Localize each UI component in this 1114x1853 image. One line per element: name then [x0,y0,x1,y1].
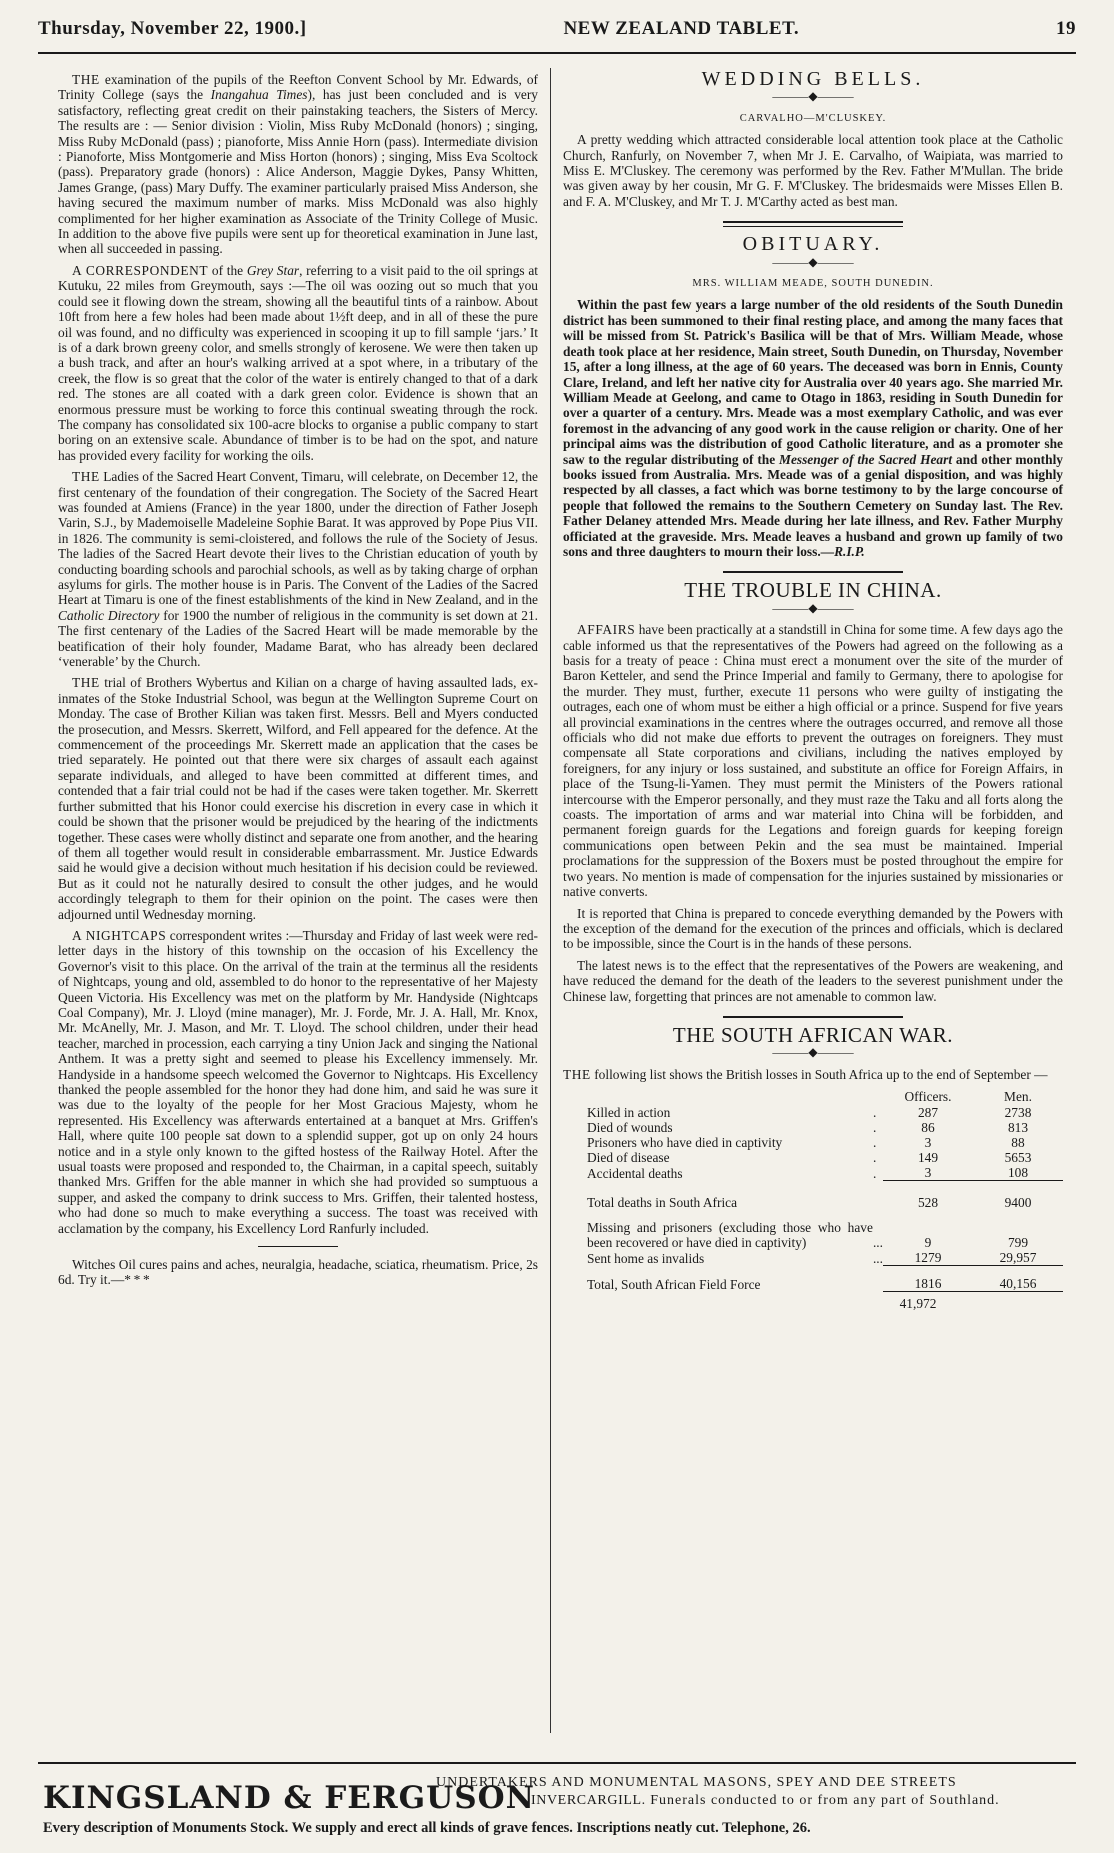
table-cell: . [872,1135,877,1151]
section-rule [723,571,903,573]
reefton-convent-paragraph: THE examination of the pupils of the Reefton Convent School by Mr. Edwards, of Trinity College (says the Inangahua Times), has just been concluded and is very satisfactory, reflecting great credit on their painstaking teachers, the Sisters of Mercy. The results are : — Senior division : Violin, Miss Ruby McDonald (honors) ; singing, Miss Ruby McDonald (pass) ; pianoforte, Miss Annie Horn (pass). Intermediate division : Pianoforte, Miss Montgomerie and Miss Horton (honors) ; singing, Miss Eva Scoltock (pass). Preparatory grade (honors) : Alice Anderson, Maggie Dykes, Pansy Whitten, James Grange, (pass) Mary Duffy. The examiner particularly praised Miss Anderson, she having secured the maximum number of marks. Miss McDonald was also highly complimented for her higher examination as Associate of the Trinity College of Music. In addition to the above five pupils were sent up for theoretical examination in June last, when all succeeded in passing. [58,72,539,257]
issue-date: Thursday, November 22, 1900.] [38,18,307,39]
firm-description-line-1: UNDERTAKERS AND MONUMENTAL MASONS, SPEY AND DEE STREETS [436,1775,957,1790]
table-cell: ... [872,1250,883,1266]
table-cell: ... [872,1235,883,1251]
china-heading: THE TROUBLE IN CHINA. [684,578,942,603]
china-paragraph-3: The latest news is to the effect that the representatives of the Powers are weakening, and have reduced the demand for the death of the leaders to the severest punishment under the Chinese law, forgetting that princes are not amenable to common law. [563,957,1063,1004]
table-cell: Killed in action [587,1105,671,1121]
men-column-header: Men. [1004,1089,1032,1105]
ornament-divider: ———◆——— [772,89,854,104]
grand-total: 41,972 [899,1296,937,1312]
losses-table [563,1088,1063,1292]
table-cell: 813 [1007,1120,1029,1136]
obituary-paragraph: Within the past few years a large number of the old residents of the South Dunedin district has been summoned to their final resting place, and among the many faces that will be missed from St. Patrick's Basilica will be that of Mrs. William Meade, whose death took place at her residence, Main street, South Dunedin, on Thursday, November 15, after a long illness, at the age of 60 years. The deceased was born in Ennis, County Clare, Ireland, and left her native city for Australia over 40 years ago. She married Mr. William Meade at Geelong, and came to Otago in 1863, residing in South Dunedin for over a quarter of a century. Mrs. Meade was a most exemplary Catholic, and was ever foremost in the advancing of any good work in the cause religion or charity. One of her principal aims was the distribution of good Catholic literature, and as a promoter she saw to the regular distributing of the Messenger of the Sacred Heart and other monthly books issued from Australia. Mrs. Meade was of a genial disposition, and was highly respected by all classes, a fact which was borne testimony to by the large concourse of people that followed the remains to the Southern Cemetery on Sunday last. The Rev. Father Delaney attended Mrs. Meade during her late illness, and Rev. Father Murphy officiated at the graveside. Mrs. Meade leaves a husband and grown up family of two sons and three daughters to mourn their loss.—R.I.P. [563,297,1064,559]
firm-description-line-2: INVERCARGILL. Funerals conducted to or from any part of Southland. [531,1793,1000,1808]
obituary-subheading: MRS. WILLIAM MEADE, SOUTH DUNEDIN. [692,278,934,290]
table-cell: 108 [1007,1165,1029,1181]
obituary-heading: OBITUARY. [742,233,884,256]
table-row [563,1135,1063,1150]
table-cell: . [872,1105,877,1121]
table-cell: Died of disease [587,1150,670,1166]
table-cell: 9 [924,1235,932,1251]
table-row-total-deaths: Total deaths in South Africa 528 9400 [563,1181,1063,1211]
firm-description [436,1774,1000,1810]
page-number: 19 [1055,18,1076,39]
trial-paragraph: THE trial of Brothers Wybertus and Kilian on a charge of having assaulted lads, ex-inmates of the Stoke Industrial School, was begun at the Wellington Supreme Court on Monday. The case of Brother Kilian was taken first. Messrs. Bell and Myers conducted the prosecution, and Messrs. Skerrett, Wilford, and Fell appeared for the defence. At the commencement of the proceedings Mr. Skerrett made an application that the cases be tried separately. He pointed out that there were six charges of assault each against separate individuals, and alleged to have been committed at different times, and contended that a fair trial could not be had if the cases were taken together. Mr. Skerrett further submitted that his Honor could exercise his discretion in every case in which it could be shown that the prisoner would be prejudiced by the hearing of the indictments together. These cases were wholly distinct and separate one from another, and the hearing of them all together would result in considerable embarrassment. Mr. Justice Edwards said he would give a decision without much hesitation if his decision could be reviewed. But as it could not he naturally desired to consult the other judges, and he would accordingly telegraph to them for their opinion on the point. The cases were then adjourned until Wednesday morning. [58,675,538,922]
table-cell: 149 [917,1150,939,1166]
wedding-paragraph: A pretty wedding which attracted considerable local attention took place at the Catholic Church, Ranfurly, on November 7, when Mr J. E. Carvalho, of Waipiata, was married to Miss E. M'Cluskey. The ceremony was performed by the Rev. Father M'Mullan. The bride was given away by her cousin, Mr G. F. M'Cluskey. The bridesmaids were Misses Ellen B. and F. A. M'Cluskey, and Mr T. J. M'Carthy acted as best man. [563,132,1063,209]
table-row [563,1220,1063,1250]
officers-column-header: Officers. [904,1089,952,1105]
table-row [563,1165,1063,1181]
table-row-field-force: Total, South African Field Force 1816 40,156 [563,1266,1063,1292]
table-cell: 3 [924,1135,932,1151]
table-cell: 29,957 [999,1250,1037,1266]
nightcaps-paragraph: A NIGHTCAPS correspondent writes :—Thursday and Friday of last week were red-letter days in the history of this township on the occasion of his Excellency the Governor's visit to this place. On the arrival of the train at the terminus all the residents of Nightcaps, young and old, assembled to do honor to the representative of her Majesty Queen Victoria. His Excellency was met on the platform by Mr. Handyside (Nightcaps Coal Company), Mr. J. Lloyd (mine manager), Mr. J. Forde, Mr. J. A. Hall, Mr. Knox, Mr. McAnelly, Mr. J. Mason, and Mr. T. Lloyd. The school children, under their head teacher, marched in procession, each carrying a tiny Union Jack and singing the National Anthem. It was a pretty sight and seemed to please his Excellency immensely. Mr. Handyside in a handsome speech welcomed the Governor to Nightcaps. His Excellency thanked the people assembled for the honor they had done him, and said he was sure it was due to the loyalty of the people for her Most Gracious Majesty, whom he represented. His Excellency was afterwards entertained at a banquet at Mrs. Griffen's Hall, where quite 100 people sat down to a splendid supper, got up on only 24 hours notice and in a style only known to the gifted hostess of the Railway Hotel. After the usual toasts were proposed and responded to, the Chairman, in a capital speech, suitably thanked Mrs. Griffen for the able manner in which she had provided so sumptuous a supper, and asked the company to drink success to Mrs. Griffen, their talented hostess, who had done so much to make everything a success. The toast was received with acclamation by the company, his Excellency Lord Ranfurly included. [58,927,539,1236]
china-paragraph-1: AFFAIRS have been practically at a standstill in China for some time. A few days ago the cable informed us that the representatives of the Powers had agreed on the following as a basis for a treaty of peace : China must erect a monument over the site of the murder of Baron Ketteler, and send the Prince Imperial and family to Germany, there to apologise for the murder. They must, further, execute 11 persons who were guilty of instigating the outrages, each one of whom must be either a high official or a prince. Suspend for five years all provincial examinations in the centres where the outrages occurred, and remove all those officials who did not make due efforts to prevent the outrages on foreigners. They must compensate all State corporations and civilians, including the natives employed by foreigners, for any injury or loss sustained, and substitute an office for Foreign Affairs, in place of the Tsung-li-Yamen. They must permit the Ministers of the Powers rational intercourse with the Emperor personally, and they must raze the Taku and all forts along the coasts. The importation of arms and war material into China will be forbidden, and permanent foreign guards for the Legations and foreign guards for keeping foreign communications open between Pekin and the sea must be maintained. Imperial proclamations for the suppression of the Boxers must be posted throughout the empire for two years. No mention is made of compensation for the injuries sustained by missionaries or native converts. [563,622,1063,900]
table-row [563,1150,1063,1165]
section-rule [723,1016,903,1018]
undertaker-advertisement [38,1762,1076,1844]
masthead [38,18,1076,48]
ornament-divider: ———◆——— [772,600,854,615]
divider-rule [258,1246,338,1247]
table-cell: Missing and prisoners (excluding those who have been recovered or have died in captivity) [587,1220,873,1251]
table-cell: Sent home as invalids [587,1250,705,1266]
oil-springs-paragraph: A CORRESPONDENT of the Grey Star, referring to a visit paid to the oil springs at Kutuku, 22 miles from Greymouth, says :—The oil was oozing out so much that you could see it flowing down the stream, showing all the beautiful tints of a rainbow. About 10ft from here a few holes had been made about 1½ft deep, and in all of these the pure oil was found, and no difficulty was experienced in scooping it up to fill sample ‘jars.’ It is of a dark brown greeny color, and smells strongly of kerosene. We were then taken up a bush track, and after an hour's walking arrived at a spot where, in a tributary of the creek, the flow is so great that the color of the water is entirely changed to that of a dark red. The stones are all coated with a dark green color. Evidence is shown that an enormous pressure must be working to force this continual sweating through the rock. The company has consolidated six 100-acre blocks to organise a public company to start boring on an extensive scale. Abundance of timber is to be had on the spot, and nature has provided every facility for working the oils. [58,262,539,463]
south-african-war-heading: THE SOUTH AFRICAN WAR. [672,1022,954,1047]
china-paragraph-2: It is reported that China is prepared to concede everything demanded by the Powers with the exception of the demand for the execution of the princes and officials, which is declared to be impossible, since the Court is in the hands of these persons. [563,905,1063,952]
ornament-divider: ———◆——— [772,254,854,269]
table-cell: Prisoners who have died in captivity [587,1135,783,1151]
table-cell: . [872,1120,877,1136]
sacred-heart-paragraph: THE Ladies of the Sacred Heart Convent, Timaru, will celebrate, on December 12, the first centenary of the foundation of their congregation. The Society of the Sacred Heart was founded at Amiens (France) in the year 1800, under the direction of Father Joseph Varin, S.J., by Mademoiselle Madeleine Sophie Barat. It was approved by Pope Pius VII. in 1826. The community is semi-cloistered, and follows the rule of the Society of Jesus. The ladies of the Sacred Heart devote their lives to the Christian education of youth by conducting boarding schools and parochial schools, as well as by taking charge of orphan asylums for girls. The mother house is in Paris. The Convent of the Ladies of the Sacred Heart at Timaru is one of the finest establishments of the kind in New Zealand, and in the Catholic Directory for 1900 the number of religious in the community is set down at 21. The first centenary of the Ladies of the Sacred Heart will be made memorable by the beatification of their holy founder, Madame Barat, who has already been declared ‘venerable’ by the Church. [58,469,539,670]
wedding-subheading: CARVALHO—M'CLUSKEY. [739,112,887,124]
table-cell: 88 [1011,1135,1025,1151]
table-cell: . [872,1165,877,1181]
table-cell: 5653 [1004,1150,1032,1166]
table-cell: . [872,1150,877,1166]
table-cell: 3 [924,1165,932,1181]
section-rule-thin [723,226,903,227]
table-cell: Died of wounds [587,1120,673,1136]
firm-footer: Every description of Monuments Stock. We supply and erect all kinds of grave fences. Inscriptions neatly cut. Telephone, 26. [43,1820,811,1836]
table-cell: 2738 [1004,1105,1032,1121]
right-column [563,68,1064,1312]
table-row [563,1120,1063,1135]
table-cell: 86 [921,1120,935,1136]
left-column [58,72,538,1294]
table-row [563,1105,1063,1120]
firm-name: KINGSLAND & FERGUSON [43,1780,535,1816]
ornament-divider: ———◆——— [772,1045,854,1060]
south-african-intro: THE following list shows the British losses in South Africa up to the end of September — [563,1066,1048,1082]
witches-oil-advert: Witches Oil cures pains and aches, neuralgia, headache, sciatica, rheumatism. Price, 2s 6d. Try it.—* * * [58,1257,538,1288]
table-header-row [563,1088,1063,1105]
table-cell: 799 [1007,1235,1029,1251]
table-row [563,1250,1063,1266]
newspaper-title: NEW ZEALAND TABLET. [563,18,800,39]
masthead-rule [38,52,1076,54]
wedding-heading: WEDDING BELLS. [701,68,925,90]
table-cell: Accidental deaths [587,1165,683,1181]
table-cell: 287 [917,1105,939,1121]
table-cell: 1279 [914,1250,942,1266]
section-rule [723,221,903,223]
column-divider [550,68,551,1733]
